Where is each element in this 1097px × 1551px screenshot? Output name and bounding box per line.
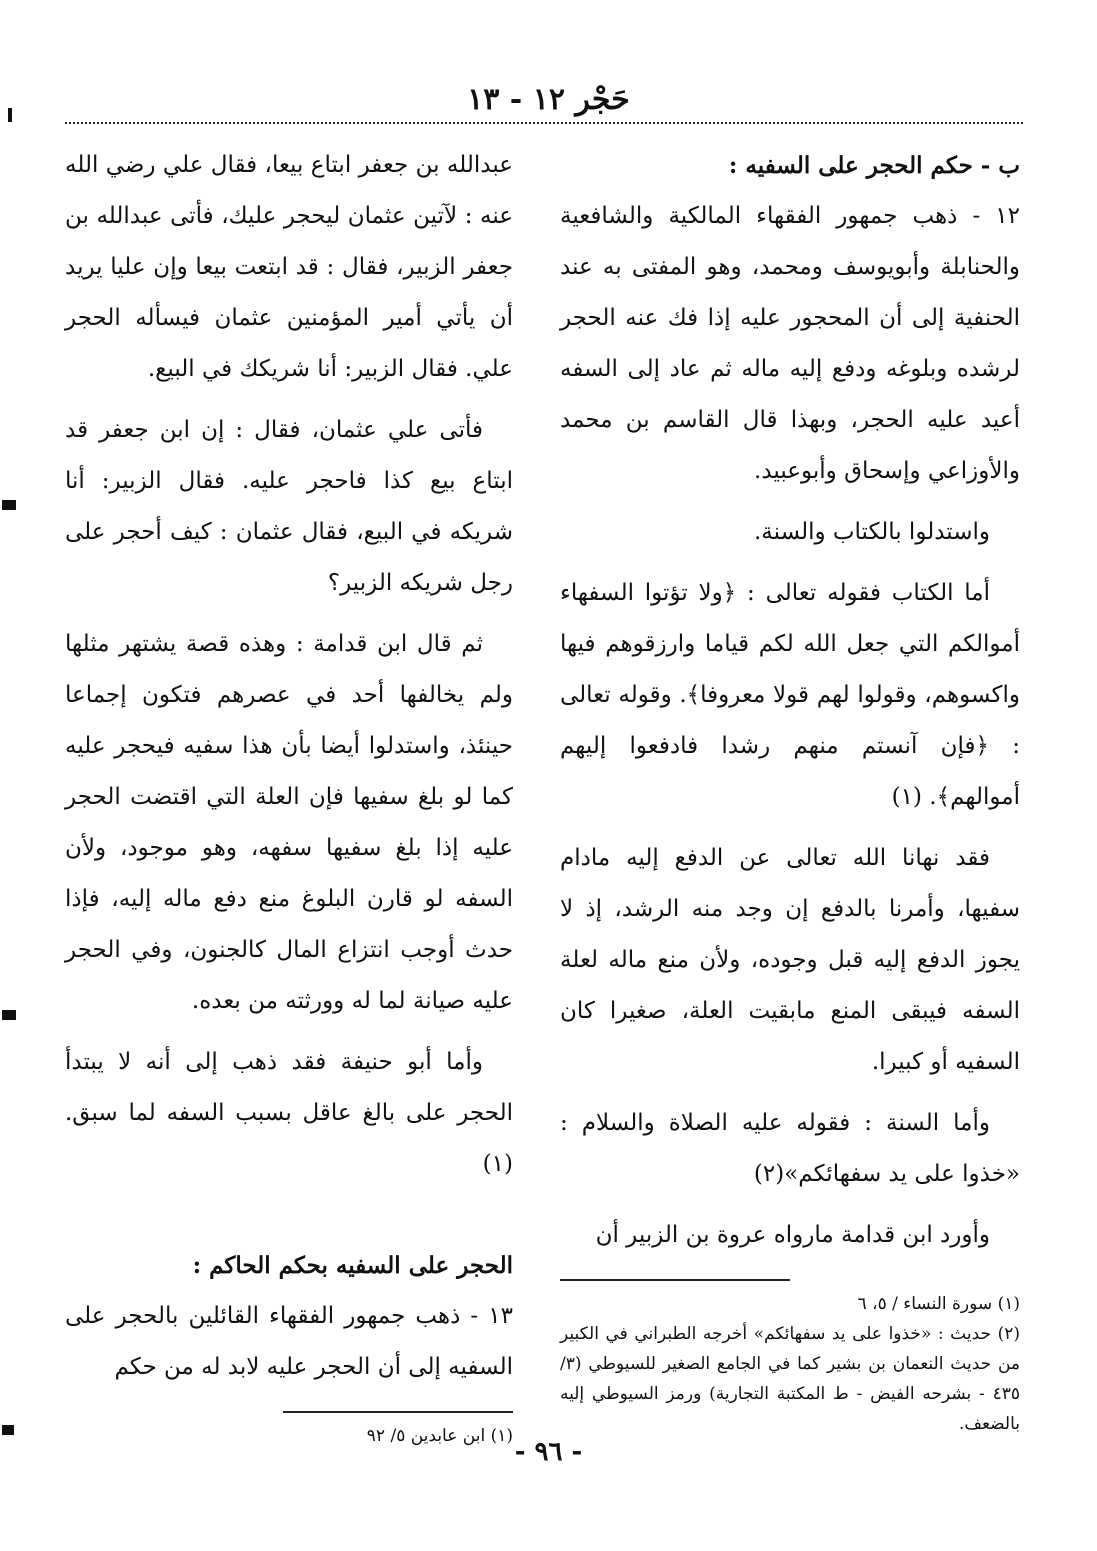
paragraph: وأما أبو حنيفة فقد ذهب إلى أنه لا يبتدأ الحجر على بالغ عاقل بسبب السفه لما سبق. (١): [65, 1049, 513, 1177]
section-heading-b: ب - حكم الحجر على السفيه :: [728, 152, 1020, 179]
right-column: [560, 140, 1020, 1439]
paragraph: فأتى علي عثمان، فقال : إن ابن جعفر قد ابتاع بيع كذا فاحجر عليه. فقال الزبير: أنا شريكه في البيع، فقال عثمان : كيف أحجر على رجل شريكه الزبير؟: [65, 417, 513, 596]
scan-edge-mark: [2, 1425, 14, 1435]
paragraph: ثم قال ابن قدامة : وهذه قصة يشتهر مثلها ولم يخالفها أحد في عصرهم فتكون إجماعا حينئذ، واستدلوا أيضا بأن هذا سفيه فيحجر عليه كما لو بلغ سفيها فإن العلة التي اقتضت الحجر عليه إذا بلغ سفيها سفهه، وهو موجود، ولأن السفه لو قارن البلوغ منع دفع ماله إليه، فإذا حدث أوجب انتزاع المال كالجنون، وفي الحجر عليه صيانة لما له وورثته من بعده.: [65, 631, 513, 1014]
page-number: - ٩٦ -: [514, 1437, 583, 1467]
footnote-divider: [283, 1411, 513, 1413]
scan-edge-mark: [8, 108, 12, 122]
paragraph: ١٢ - ذهب جمهور الفقهاء المالكية والشافعية والحنابلة وأبويوسف ومحمد، وهو المفتى به عند الحنفية إلى أن المحجور عليه إذا فك عنه الحجر لرشده وبلوغه ودفع إليه ماله ثم عاد إلى السفه أعيد عليه الحجر، وبهذا قال القاسم بن محمد والأوزاعي وإسحاق وأبوعبيد.: [560, 203, 1020, 484]
left-column: [65, 140, 513, 1451]
paragraph: وأما السنة : فقوله عليه الصلاة والسلام : «خذوا على يد سفهائكم»(٢): [560, 1110, 1020, 1187]
paragraph: أما الكتاب فقوله تعالى : ﴿ولا تؤتوا السفهاء أموالكم التي جعل الله لكم قياما وارزقوهم فيها واكسوهم، وقولوا لهم قولا معروفا﴾. وقوله تعالى : ﴿فإن آنستم منهم رشدا فادفعوا إليهم أموالهم﴾. (١): [560, 580, 1020, 810]
header-divider: [65, 122, 1023, 124]
paragraph: وأورد ابن قدامة مارواه عروة بن الزبير أن: [595, 1222, 990, 1248]
footnote: (١) سورة النساء / ٥، ٦: [857, 1294, 1020, 1314]
paragraph: ١٣ - ذهب جمهور الفقهاء القائلين بالحجر على السفيه إلى أن الحجر عليه لابد له من حكم: [65, 1303, 513, 1380]
paragraph: واستدلوا بالكتاب والسنة.: [753, 519, 990, 545]
section-heading-hakim: الحجر على السفيه بحكم الحاكم :: [192, 1252, 513, 1279]
footnotes: [560, 1289, 1020, 1439]
scan-edge-mark: [2, 1010, 16, 1020]
paragraph: عبدالله بن جعفر ابتاع بيعا، فقال علي رضي الله عنه : لآتين عثمان ليحجر عليك، فأتى عبدالله بن جعفر الزبير، فقال : قد ابتعت بيعا وإن عليا يريد أن يأتي أمير المؤمنين عثمان فيسأله الحجر علي. فقال الزبير: أنا شريكك في البيع.: [65, 152, 513, 382]
paragraph: فقد نهانا الله تعالى عن الدفع إليه مادام سفيها، وأمرنا بالدفع إن وجد منه الرشد، إذ لا يجوز الدفع إليه قبل وجوده، ولأن منع ماله لعلة السفه فيبقى المنع مابقيت العلة، صغيرا كان السفيه أو كبيرا.: [560, 845, 1020, 1075]
page-title: حَجْر ١٢ - ١٣: [467, 82, 630, 117]
scan-edge-mark: [2, 500, 16, 510]
page-header: [0, 82, 1097, 117]
footnote-divider: [560, 1279, 790, 1281]
footnote: (٢) حديث : «خذوا على يد سفهائكم» أخرجه الطبراني في الكبير من حديث النعمان بن بشير كما في الجامع الصغير للسيوطي (٣/ ٤٣٥ - بشرحه الفيض - ط المكتبة التجارية) ورمز السيوطي إليه بالضعف.: [560, 1324, 1020, 1434]
footnote: (١) ابن عابدين ٥/ ٩٢: [366, 1426, 513, 1446]
